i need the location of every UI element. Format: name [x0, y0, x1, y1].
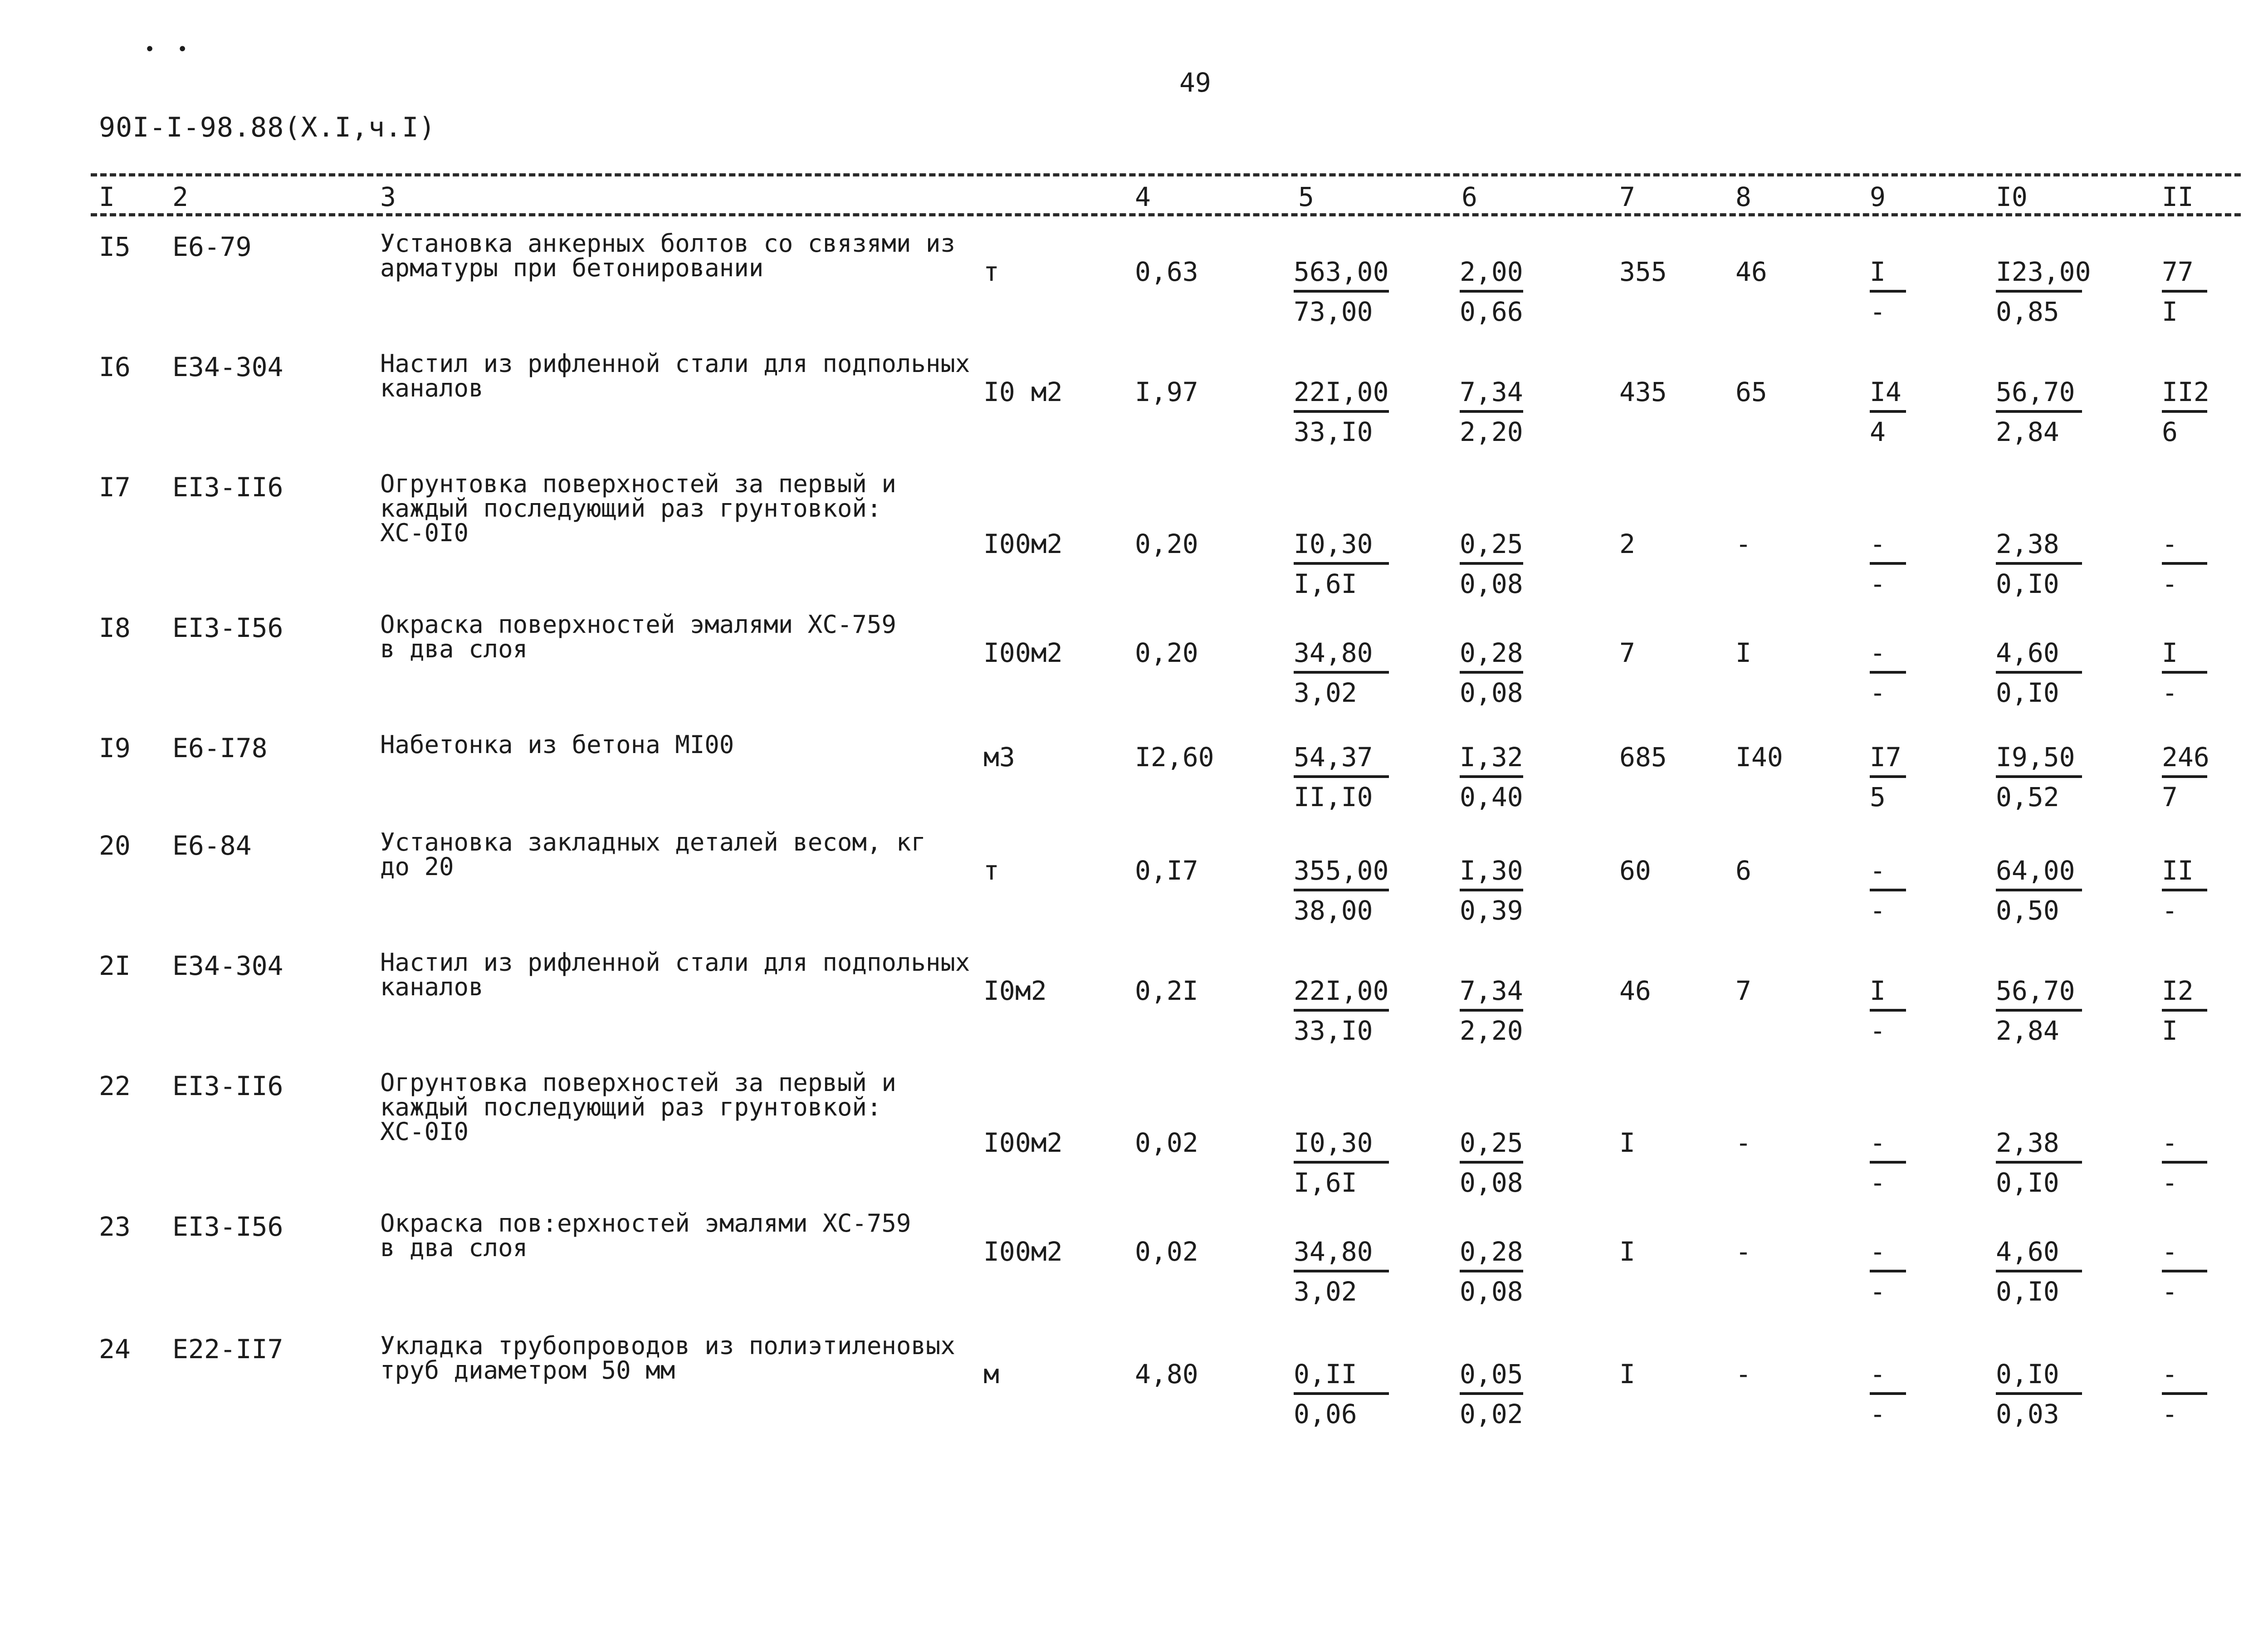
work-description: Установка закладных деталей весом, кг до 20	[380, 828, 926, 881]
document-code: 90I-I-98.88(X.I,ч.I)	[99, 112, 436, 143]
quantity: 0,02	[1135, 1127, 1198, 1158]
fraction-numerator: I	[2162, 637, 2178, 668]
unit-of-measure: м	[983, 1359, 999, 1389]
fraction-bar	[1996, 1392, 2082, 1395]
quantity: 0,20	[1135, 528, 1198, 559]
col-7-value: 355	[1619, 256, 1667, 287]
table-row	[0, 349, 2268, 470]
fraction-bar	[1294, 1270, 1389, 1272]
rate-code: EI3-I56	[172, 612, 284, 643]
fraction-bar	[1460, 671, 1523, 674]
fraction-denominator: 0,I0	[1996, 1276, 2059, 1307]
fraction-denominator: 3,02	[1294, 677, 1357, 708]
fraction-bar	[2162, 775, 2207, 778]
fraction-numerator: II2	[2162, 377, 2209, 407]
table-header	[0, 181, 2268, 213]
col-7-value: 46	[1619, 975, 1651, 1006]
fraction-bar	[1870, 562, 1906, 565]
fraction-denominator: -	[2162, 1167, 2178, 1198]
fraction-numerator: 2,38	[1996, 528, 2059, 559]
fraction-numerator: 0,I0	[1996, 1359, 2059, 1389]
fraction-denominator: 0,40	[1460, 782, 1523, 812]
fraction-denominator: I	[2162, 296, 2178, 327]
fraction-bar	[2162, 1392, 2207, 1395]
fraction-numerator: 34,80	[1294, 637, 1373, 668]
row-number: I5	[99, 231, 131, 262]
fraction-denominator: -	[1870, 895, 1886, 926]
fraction-bar	[1460, 775, 1523, 778]
quantity: 0,20	[1135, 637, 1198, 668]
col-7-value: 685	[1619, 742, 1667, 773]
fraction-numerator: -	[1870, 1127, 1886, 1158]
fraction-bar	[1996, 671, 2082, 674]
row-number: 2I	[99, 950, 131, 981]
table-row	[0, 612, 2268, 730]
fraction-numerator: 0,25	[1460, 1127, 1523, 1158]
fraction-denominator: 38,00	[1294, 895, 1373, 926]
fraction-bar	[2162, 1270, 2207, 1272]
fraction-bar	[1870, 410, 1906, 413]
fraction-numerator: 246	[2162, 742, 2209, 773]
unit-of-measure: I0м2	[983, 975, 1047, 1006]
table-top-rule	[91, 173, 2241, 176]
fraction-denominator: -	[1870, 296, 1886, 327]
row-number: 20	[99, 830, 131, 861]
fraction-denominator: 33,I0	[1294, 416, 1373, 447]
fraction-denominator: 0,03	[1996, 1399, 2059, 1429]
fraction-numerator: I23,00	[1996, 256, 2091, 287]
fraction-denominator: -	[2162, 1276, 2178, 1307]
row-number: I7	[99, 472, 131, 503]
fraction-numerator: I	[1870, 256, 1886, 287]
row-number: I6	[99, 352, 131, 382]
fraction-bar	[1294, 1161, 1389, 1164]
fraction-denominator: -	[1870, 677, 1886, 708]
fraction-bar	[2162, 671, 2207, 674]
fraction-denominator: -	[2162, 568, 2178, 599]
quantity: 0,02	[1135, 1236, 1198, 1267]
fraction-denominator: 0,52	[1996, 782, 2059, 812]
fraction-denominator: -	[2162, 677, 2178, 708]
fraction-numerator: -	[1870, 528, 1886, 559]
fraction-denominator: 0,85	[1996, 296, 2059, 327]
fraction-bar	[1870, 775, 1906, 778]
quantity: 0,63	[1135, 256, 1198, 287]
fraction-bar	[2162, 1161, 2207, 1164]
unit-of-measure: I0 м2	[983, 377, 1063, 407]
fraction-numerator: 563,00	[1294, 256, 1389, 287]
fraction-denominator: 0,08	[1460, 568, 1523, 599]
header-col-5: 5	[1298, 181, 1314, 212]
col-8-value: 65	[1735, 377, 1767, 407]
fraction-denominator: 2,20	[1460, 416, 1523, 447]
fraction-numerator: 2,38	[1996, 1127, 2059, 1158]
fraction-bar	[2162, 410, 2207, 413]
fraction-denominator: -	[1870, 1399, 1886, 1429]
fraction-bar	[1996, 889, 2082, 891]
unit-of-measure: т	[983, 855, 999, 886]
fraction-numerator: -	[1870, 855, 1886, 886]
fraction-bar	[1996, 290, 2082, 293]
fraction-numerator: -	[1870, 637, 1886, 668]
fraction-denominator: II,I0	[1294, 782, 1373, 812]
work-description: Окраска поверхностей эмалями XC-759 в два слоя	[380, 610, 896, 663]
rate-code: E34-304	[172, 950, 284, 981]
fraction-bar	[1996, 1270, 2082, 1272]
col-8-value: -	[1735, 1359, 1751, 1389]
col-8-value: I	[1735, 637, 1751, 668]
col-7-value: 2	[1619, 528, 1635, 559]
fraction-bar	[1460, 1161, 1523, 1164]
header-col-7: 7	[1619, 181, 1635, 212]
col-8-value: 7	[1735, 975, 1751, 1006]
fraction-denominator: 5	[1870, 782, 1886, 812]
header-col-9: 9	[1870, 181, 1886, 212]
fraction-bar	[1294, 671, 1389, 674]
fraction-bar	[2162, 562, 2207, 565]
fraction-denominator: -	[1870, 1015, 1886, 1046]
col-8-value: -	[1735, 528, 1751, 559]
work-description: Установка анкерных болтов со связями из арматуры при бетонировании	[380, 229, 955, 282]
fraction-bar	[1460, 889, 1523, 891]
fraction-denominator: 0,50	[1996, 895, 2059, 926]
quantity: 4,80	[1135, 1359, 1198, 1389]
fraction-bar	[1996, 1161, 2082, 1164]
fraction-numerator: 355,00	[1294, 855, 1389, 886]
fraction-denominator: I,6I	[1294, 568, 1357, 599]
fraction-denominator: 7	[2162, 782, 2178, 812]
col-7-value: 60	[1619, 855, 1651, 886]
fraction-denominator: 0,I0	[1996, 568, 2059, 599]
fraction-denominator: 4	[1870, 416, 1886, 447]
fraction-numerator: 4,60	[1996, 637, 2059, 668]
work-description: Настил из рифленной стали для подпольных каналов	[380, 349, 970, 402]
table-row	[0, 1211, 2268, 1329]
fraction-bar	[1870, 1270, 1906, 1272]
fraction-denominator: 0,66	[1460, 296, 1523, 327]
fraction-denominator: 0,08	[1460, 1276, 1523, 1307]
fraction-denominator: -	[2162, 895, 2178, 926]
fraction-numerator: 0,05	[1460, 1359, 1523, 1389]
fraction-bar	[1870, 1009, 1906, 1012]
unit-of-measure: т	[983, 256, 999, 287]
fraction-bar	[2162, 889, 2207, 891]
fraction-bar	[1294, 1009, 1389, 1012]
rate-code: E6-84	[172, 830, 252, 861]
unit-of-measure: I00м2	[983, 1236, 1063, 1267]
fraction-numerator: 56,70	[1996, 377, 2075, 407]
rate-code: E22-II7	[172, 1334, 284, 1365]
fraction-numerator: I2	[2162, 975, 2194, 1006]
fraction-numerator: -	[2162, 528, 2178, 559]
fraction-denominator: 0,39	[1460, 895, 1523, 926]
fraction-bar	[1460, 1392, 1523, 1395]
col-8-value: -	[1735, 1127, 1751, 1158]
fraction-denominator: 0,08	[1460, 1167, 1523, 1198]
fraction-numerator: I0,30	[1294, 528, 1373, 559]
fraction-bar	[1294, 889, 1389, 891]
rate-code: E34-304	[172, 352, 284, 382]
fraction-denominator: 0,02	[1460, 1399, 1523, 1429]
fraction-bar	[1996, 562, 2082, 565]
fraction-numerator: II	[2162, 855, 2194, 886]
fraction-bar	[1996, 410, 2082, 413]
unit-of-measure: I00м2	[983, 528, 1063, 559]
fraction-numerator: I0,30	[1294, 1127, 1373, 1158]
col-7-value: 435	[1619, 377, 1667, 407]
unit-of-measure: I00м2	[983, 637, 1063, 668]
fraction-denominator: I,6I	[1294, 1167, 1357, 1198]
fraction-bar	[1870, 1161, 1906, 1164]
row-number: I9	[99, 733, 131, 763]
fraction-bar	[1870, 889, 1906, 891]
header-col-4: 4	[1135, 181, 1151, 212]
fraction-numerator: 0,II	[1294, 1359, 1357, 1389]
header-col-10: I0	[1996, 181, 2028, 212]
fraction-denominator: 2,84	[1996, 416, 2059, 447]
unit-of-measure: I00м2	[983, 1127, 1063, 1158]
fraction-denominator: -	[2162, 1399, 2178, 1429]
fraction-denominator: 2,84	[1996, 1015, 2059, 1046]
fraction-bar	[1996, 775, 2082, 778]
fraction-denominator: 33,I0	[1294, 1015, 1373, 1046]
fraction-denominator: 0,06	[1294, 1399, 1357, 1429]
fraction-denominator: -	[1870, 568, 1886, 599]
top-marks: • •	[144, 39, 194, 60]
fraction-denominator: -	[1870, 1276, 1886, 1307]
col-7-value: I	[1619, 1236, 1635, 1267]
col-8-value: 46	[1735, 256, 1767, 287]
col-7-value: 7	[1619, 637, 1635, 668]
work-description: Огрунтовка поверхностей за первый и каждый последующий раз грунтовкой: XC-0I0	[380, 470, 896, 547]
work-description: Окраска пов:ерхностей эмалями XC-759 в два слоя	[380, 1209, 911, 1262]
header-col-1: I	[99, 181, 115, 212]
work-description: Укладка трубопроводов из полиэтиленовых труб диаметром 50 мм	[380, 1331, 955, 1384]
col-8-value: 6	[1735, 855, 1751, 886]
fraction-numerator: 22I,00	[1294, 975, 1389, 1006]
row-number: 22	[99, 1071, 131, 1101]
fraction-numerator: I7	[1870, 742, 1901, 773]
fraction-numerator: 7,34	[1460, 377, 1523, 407]
fraction-denominator: I	[2162, 1015, 2178, 1046]
fraction-denominator: 73,00	[1294, 296, 1373, 327]
fraction-denominator: 6	[2162, 416, 2178, 447]
fraction-bar	[1460, 562, 1523, 565]
rate-code: E6-I78	[172, 733, 268, 763]
unit-of-measure: м3	[983, 742, 1015, 773]
fraction-numerator: -	[2162, 1359, 2178, 1389]
fraction-denominator: 0,I0	[1996, 1167, 2059, 1198]
header-col-2: 2	[172, 181, 188, 212]
rate-code: EI3-II6	[172, 472, 284, 503]
fraction-numerator: 54,37	[1294, 742, 1373, 773]
fraction-numerator: 0,28	[1460, 637, 1523, 668]
fraction-bar	[1460, 410, 1523, 413]
fraction-denominator: -	[1870, 1167, 1886, 1198]
work-description: Огрунтовка поверхностей за первый и каждый последующий раз грунтовкой: XC-0I0	[380, 1068, 896, 1146]
fraction-numerator: 2,00	[1460, 256, 1523, 287]
fraction-numerator: 4,60	[1996, 1236, 2059, 1267]
work-description: Настил из рифленной стали для подпольных каналов	[380, 948, 970, 1001]
quantity: 0,2I	[1135, 975, 1198, 1006]
fraction-numerator: 34,80	[1294, 1236, 1373, 1267]
fraction-numerator: 0,28	[1460, 1236, 1523, 1267]
rate-code: EI3-II6	[172, 1071, 284, 1101]
quantity: I,97	[1135, 377, 1198, 407]
fraction-numerator: I,30	[1460, 855, 1523, 886]
fraction-numerator: -	[2162, 1236, 2178, 1267]
table-row	[0, 830, 2268, 948]
row-number: I8	[99, 612, 131, 643]
fraction-bar	[1294, 562, 1389, 565]
rate-code: E6-79	[172, 231, 252, 262]
fraction-bar	[1870, 671, 1906, 674]
row-number: 24	[99, 1334, 131, 1365]
header-col-6: 6	[1461, 181, 1477, 212]
fraction-numerator: -	[1870, 1236, 1886, 1267]
fraction-bar	[1294, 290, 1389, 293]
fraction-denominator: 2,20	[1460, 1015, 1523, 1046]
quantity: I2,60	[1135, 742, 1214, 773]
fraction-bar	[1460, 290, 1523, 293]
fraction-numerator: I4	[1870, 377, 1901, 407]
fraction-numerator: 22I,00	[1294, 377, 1389, 407]
table-row	[0, 950, 2268, 1068]
fraction-numerator: -	[1870, 1359, 1886, 1389]
fraction-bar	[1870, 1392, 1906, 1395]
table-row	[0, 231, 2268, 349]
col-8-value: -	[1735, 1236, 1751, 1267]
fraction-bar	[1294, 410, 1389, 413]
fraction-denominator: 3,02	[1294, 1276, 1357, 1307]
fraction-bar	[2162, 290, 2207, 293]
table-row	[0, 1068, 2268, 1198]
fraction-bar	[1294, 1392, 1389, 1395]
header-col-3: 3	[380, 181, 396, 212]
rate-code: EI3-I56	[172, 1211, 284, 1242]
fraction-bar	[1870, 290, 1906, 293]
page-number: 49	[1179, 67, 1211, 98]
col-7-value: I	[1619, 1127, 1635, 1158]
work-description: Набетонка из бетона MI00	[380, 730, 734, 759]
fraction-bar	[1996, 1009, 2082, 1012]
fraction-numerator: 0,25	[1460, 528, 1523, 559]
table-row	[0, 1331, 2268, 1452]
fraction-denominator: 0,I0	[1996, 677, 2059, 708]
fraction-numerator: 77	[2162, 256, 2194, 287]
fraction-bar	[1460, 1009, 1523, 1012]
col-7-value: I	[1619, 1359, 1635, 1389]
fraction-numerator: I,32	[1460, 742, 1523, 773]
fraction-numerator: I9,50	[1996, 742, 2075, 773]
fraction-numerator: 7,34	[1460, 975, 1523, 1006]
fraction-denominator: 0,08	[1460, 677, 1523, 708]
table-header-rule	[91, 213, 2241, 216]
fraction-numerator: -	[2162, 1127, 2178, 1158]
header-col-11: II	[2162, 181, 2194, 212]
fraction-numerator: 64,00	[1996, 855, 2075, 886]
table-row	[0, 470, 2268, 599]
fraction-numerator: I	[1870, 975, 1886, 1006]
fraction-bar	[1460, 1270, 1523, 1272]
row-number: 23	[99, 1211, 131, 1242]
fraction-bar	[2162, 1009, 2207, 1012]
fraction-numerator: 56,70	[1996, 975, 2075, 1006]
col-8-value: I40	[1735, 742, 1783, 773]
quantity: 0,I7	[1135, 855, 1198, 886]
header-col-8: 8	[1735, 181, 1751, 212]
fraction-bar	[1294, 775, 1389, 778]
